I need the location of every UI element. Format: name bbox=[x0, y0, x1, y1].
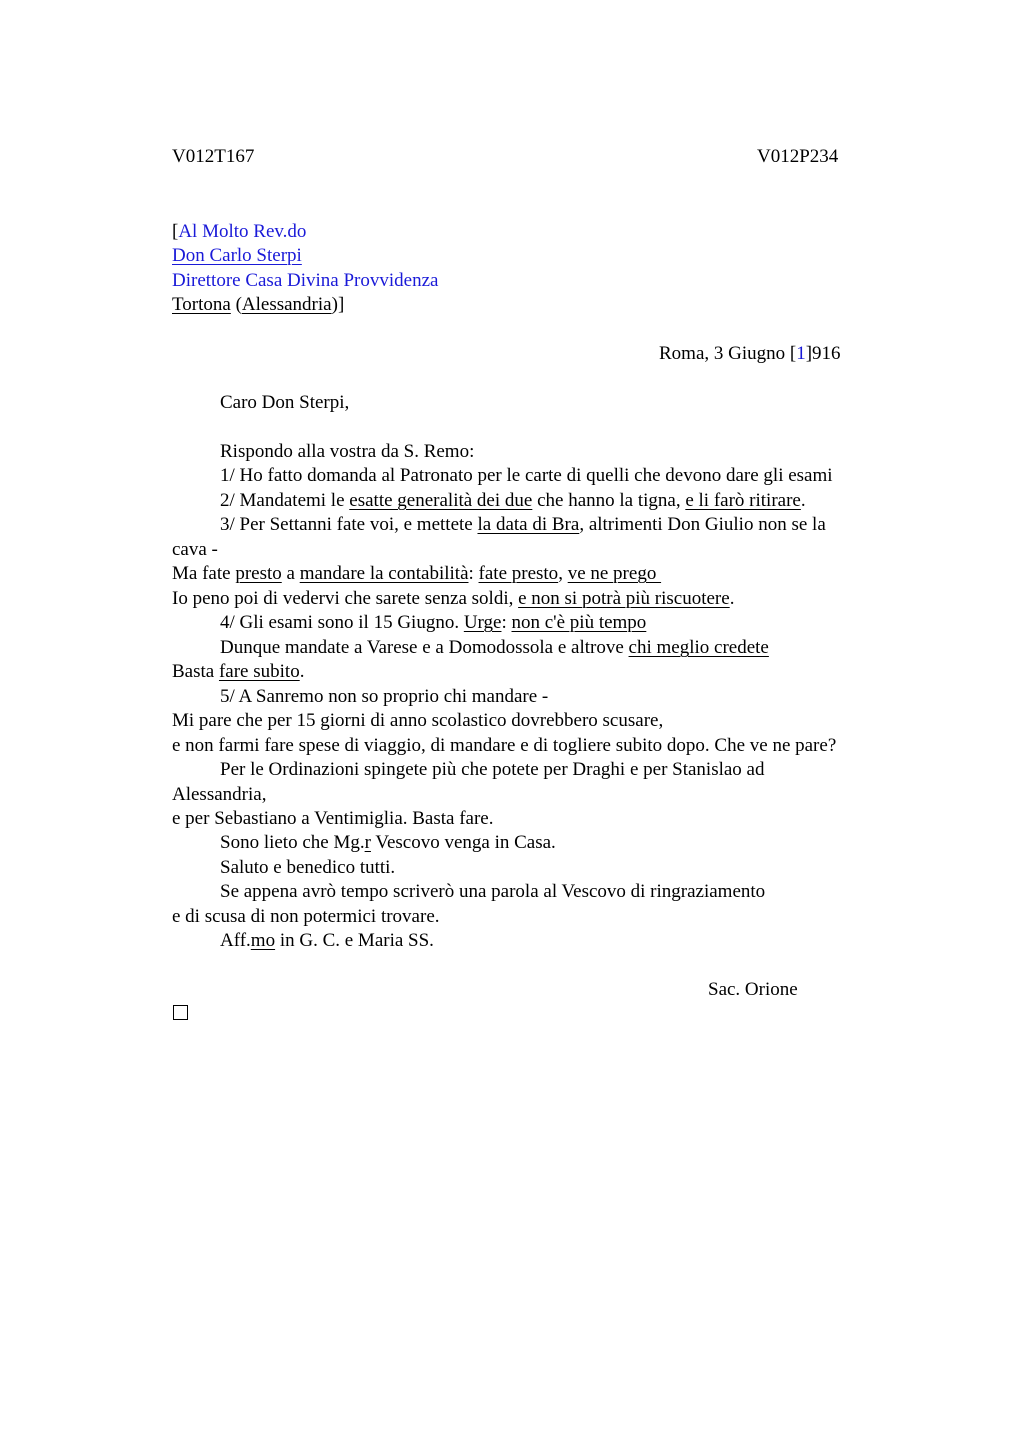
body-line: Aff.mo in G. C. e Maria SS. bbox=[220, 930, 434, 951]
body-line: 3/ Per Settanni fate voi, e mettete la data di Bra, altrimenti Don Giulio non se la bbox=[220, 514, 826, 535]
body-line: 4/ Gli esami sono il 15 Giugno. Urge: non c'è più tempo bbox=[220, 612, 647, 633]
body-line: Rispondo alla vostra da S. Remo: bbox=[220, 441, 475, 462]
body-line: e non farmi fare spese di viaggio, di mandare e di togliere subito dopo. Che ve ne pare? bbox=[172, 735, 837, 756]
address-line-2 bbox=[172, 245, 302, 267]
address-line-1: [Al Molto Rev.do bbox=[172, 221, 307, 242]
letter-date: Roma, 3 Giugno [1]916 bbox=[659, 343, 841, 364]
body-line: Io peno poi di vedervi che sarete senza soldi, e non si potrà più riscuotere. bbox=[172, 588, 735, 609]
address-line-3: Direttore Casa Divina Provvidenza bbox=[172, 270, 439, 291]
body-line: e di scusa di non potermici trovare. bbox=[172, 906, 440, 927]
body-line: 5/ A Sanremo non so proprio chi mandare - bbox=[220, 686, 549, 707]
date-editorial-digit: 1 bbox=[796, 343, 806, 364]
body-line: cava - bbox=[172, 539, 218, 560]
body-line: Per le Ordinazioni spingete più che potete per Draghi e per Stanislao ad bbox=[220, 759, 765, 780]
body-line: Ma fate presto a mandare la contabilità: fate presto, ve ne prego bbox=[172, 563, 662, 584]
body-line: Alessandria, bbox=[172, 784, 267, 805]
body-line: Saluto e benedico tutti. bbox=[220, 857, 396, 878]
body-line: Dunque mandate a Varese e a Domodossola e altrove chi meglio credete bbox=[220, 637, 769, 658]
body-line: Basta fare subito. bbox=[172, 661, 305, 682]
salutation: Caro Don Sterpi, bbox=[220, 392, 350, 413]
body-line: 1/ Ho fatto domanda al Patronato per le carte di quelli che devono dare gli esami bbox=[220, 465, 833, 486]
end-of-document-square-icon bbox=[173, 1005, 188, 1020]
address-city-link[interactable]: Tortona bbox=[172, 294, 231, 315]
address-line-4: Tortona (Alessandria)] bbox=[172, 294, 345, 315]
body-line: Mi pare che per 15 giorni di anno scolastico dovrebbero scusare, bbox=[172, 710, 664, 731]
address-recipient-title: Al Molto Rev.do bbox=[178, 221, 307, 242]
body-line: e per Sebastiano a Ventimiglia. Basta fare. bbox=[172, 808, 494, 829]
page-code-right: V012P234 bbox=[757, 146, 839, 167]
body-line: 2/ Mandatemi le esatte generalità dei due che hanno la tigna, e li farò ritirare. bbox=[220, 490, 806, 511]
address-province-link[interactable]: Alessandria bbox=[241, 294, 332, 315]
address-recipient-name[interactable]: Don Carlo Sterpi bbox=[172, 245, 302, 266]
body-line: Se appena avrò tempo scriverò una parola al Vescovo di ringraziamento bbox=[220, 881, 766, 902]
document-code-left: V012T167 bbox=[172, 146, 255, 167]
body-line: Sono lieto che Mg.r Vescovo venga in Casa. bbox=[220, 832, 556, 853]
signature: Sac. Orione bbox=[708, 979, 798, 1000]
